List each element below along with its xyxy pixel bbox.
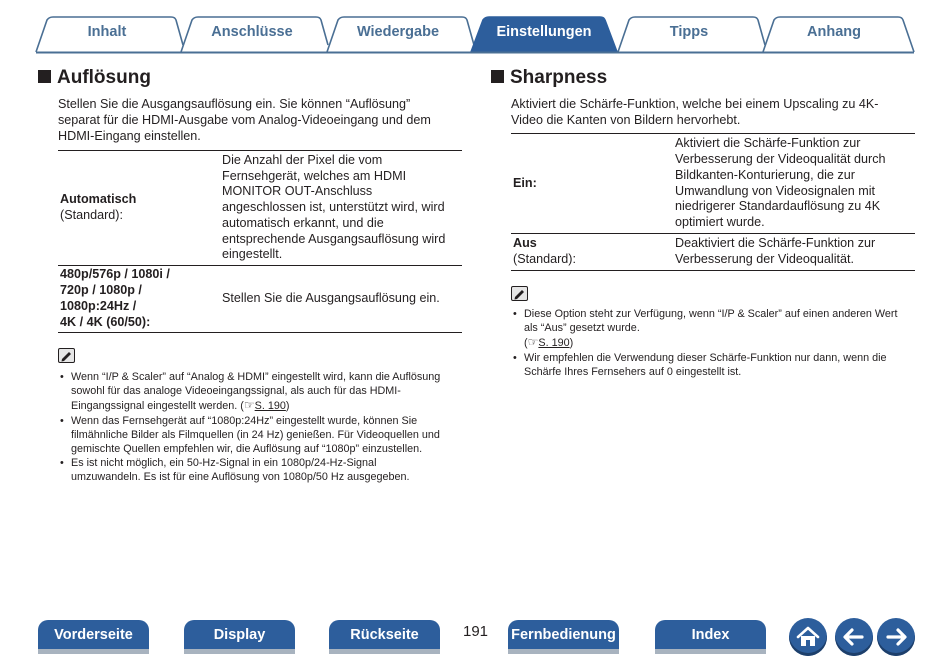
desc-line: Fernsehgerät, welches am HDMI [222,168,407,183]
option-resolution-line: 1080p:24Hz / [60,299,137,313]
intro-line: Video die Kanten von Bildern hervorhebt. [511,113,741,127]
desc-line: MONITOR OUT-Anschluss [222,184,373,199]
table-row [511,234,915,271]
nav-fernbedienung-button[interactable] [508,620,619,654]
tab-bar [0,0,950,56]
table-row [511,134,915,234]
desc-line: eingestellt. [222,247,283,262]
tab-inhalt[interactable]: Inhalt [87,24,127,40]
note-line: • Wenn das Fernsehgerät auf “1080p:24Hz” eingestellt wurde, können Sie [71,414,418,427]
table-row [58,151,462,266]
button-label: Display [213,627,266,643]
nav-index-button[interactable] [655,620,766,654]
desc-line: Bildkanten-Konturierung, die zur [675,167,855,182]
row-desc [673,134,915,234]
home-icon [789,618,827,656]
row-key [58,151,220,266]
row-desc [673,234,915,271]
desc-line: Verbesserung der Videoqualität durch [675,151,886,166]
note-line: • Wenn “I/P & Scaler” auf “Analog & HDMI” eingestellt wird, kann die Auflösung [71,371,441,383]
forward-button[interactable] [877,618,915,656]
desc-line: automatisch erkannt, und die [222,215,384,230]
section-heading-aufloesung [38,67,151,89]
tab-anschluesse[interactable]: Anschlüsse [211,24,293,40]
intro-line: Aktiviert die Schärfe-Funktion, welche bei einem Upscaling zu 4K- [511,97,879,111]
page-number: 191 [463,623,489,640]
notes-sharpness [511,307,921,379]
note-line: filmähnliche Bilder als Filmquellen (in 24 Hz) genießen. Für Videoquellen und [71,428,440,441]
nav-display-button[interactable] [184,620,295,654]
section-heading-sharpness [491,67,607,89]
note-line-with-ref: Eingangssignal eingestellt werden. (☞S. 190) [71,398,290,413]
page-reference-link[interactable]: S. 190 [254,400,286,413]
list-item [58,456,468,484]
tab-wiedergabe[interactable]: Wiedergabe [356,24,440,40]
note-line: Eingangssignal eingestellt werden. [71,400,238,413]
note-line: • Wir empfehlen die Verwendung dieser Schärfe-Funktion nur dann, wenn die [524,351,887,364]
button-label: Vorderseite [54,627,133,643]
notes-aufloesung [58,370,468,485]
square-bullet-icon [38,70,51,83]
table-aufloesung [58,150,462,333]
desc-line: Die Anzahl der Pixel die vom [222,152,383,167]
intro-line: HDMI-Eingang einstellen. [58,129,201,143]
desc-line: angeschlossen ist, unterstützt wird, wird [222,200,445,215]
option-default-label: (Standard): [513,252,576,266]
pointing-hand-icon: ☞ [527,335,539,350]
desc-line: Deaktiviert die Schärfe-Funktion zur [675,236,876,251]
button-label: Rückseite [350,627,419,643]
option-aus: Aus [513,236,537,251]
table-sharpness [511,133,915,271]
desc-line: Verbesserung der Videoqualität. [675,252,855,266]
heading-text: Sharpness [510,67,608,88]
page-reference-link[interactable]: S. 190 [538,337,570,350]
intro-line: Stellen Sie die Ausgangsauflösung ein. Sie können “Auflösung” [58,97,411,111]
row-desc [220,266,462,333]
option-ein: Ein: [513,175,537,190]
table-row [58,266,462,333]
intro-sharpness [511,96,911,128]
button-label: Index [691,627,730,643]
desc-line: Aktiviert die Schärfe-Funktion zur [675,136,861,151]
note-line: • Diese Option steht zur Verfügung, wenn “I/P & Scaler” auf einen anderen Wert [524,308,898,320]
button-label: Fernbedienung [511,627,616,643]
home-button[interactable] [789,618,827,656]
desc-line: entsprechende Ausgangsauflösung wird [222,231,446,246]
desc-line: optimiert wurde. [675,215,765,230]
tab-anhang[interactable]: Anhang [807,24,861,40]
square-bullet-icon [491,70,504,83]
row-key [58,266,220,333]
note-line: gemischte Quellen empfehlen wir, die Auflösung auf “1080p” einzustellen. [71,443,423,456]
row-desc [220,151,462,266]
desc-line: Stellen Sie die Ausgangsauflösung ein. [222,291,440,306]
list-item [58,370,468,414]
nav-rueckseite-button[interactable] [329,620,440,654]
note-line: • Es ist nicht möglich, ein 50-Hz-Signal in ein 1080p/24-Hz-Signal [71,457,377,470]
list-item [58,414,468,457]
desc-line: Umwandlung von Videosignalen mit [675,183,875,198]
option-resolution-line: 720p / 1080p / [60,283,142,298]
option-resolution-line: 480p/576p / 1080i / [60,267,170,282]
note-line: Schärfe Ihres Fernsehers auf 0 eingestellt ist. [524,365,742,378]
tab-einstellungen[interactable]: Einstellungen [496,24,592,40]
nav-vorderseite-button[interactable] [38,620,149,654]
back-button[interactable] [835,618,873,656]
arrow-left-icon [835,618,873,656]
pencil-note-icon [58,348,75,363]
option-default-label: (Standard): [60,208,123,222]
list-item [511,351,921,379]
list-item [511,307,921,351]
desc-line: niedrigerer Standardauflösung zu 4K [675,199,881,214]
row-key [511,134,673,234]
heading-text: Auflösung [57,67,151,88]
pointing-hand-icon: ☞ [243,398,255,413]
option-automatisch: Automatisch [60,192,137,207]
tab-tipps[interactable]: Tipps [669,24,709,40]
arrow-right-icon [877,618,915,656]
intro-line: separat für die HDMI-Ausgabe vom Analog-Videoeingang und dem [58,113,431,127]
intro-aufloesung [58,96,458,144]
pencil-note-icon [511,286,528,301]
option-resolution-line: 4K / 4K (60/50): [60,314,151,329]
note-line: als “Aus” gesetzt wurde. [524,322,640,335]
row-key [511,234,673,271]
note-line-with-ref: (☞S. 190) [524,335,574,350]
note-line: umzuwandeln. Es ist für eine Auflösung von 1080p/50 Hz ausgegeben. [71,471,410,484]
note-line: sowohl für das analoge Videoeingangssignal, als auch für das HDMI- [71,385,401,398]
